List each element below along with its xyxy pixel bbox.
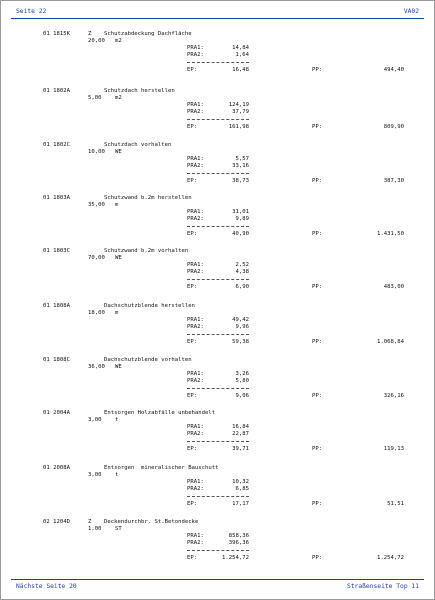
item-qty: 70,00	[88, 255, 105, 261]
item-pra1: 3,26	[235, 371, 249, 377]
position-item	[1, 353, 434, 407]
item-pp: 51,51	[387, 501, 404, 507]
item-pra2: 5,80	[235, 378, 249, 384]
item-pra1: 858,36	[228, 533, 249, 539]
item-pp: 326,16	[383, 393, 404, 399]
item-qty: 3,00	[88, 472, 102, 478]
item-unit: m2	[115, 95, 122, 101]
item-pra2: 6,85	[235, 486, 249, 492]
item-qty: 5,00	[88, 95, 102, 101]
sum-divider	[187, 441, 249, 442]
item-pra1: 124,19	[228, 102, 249, 108]
item-unit: m2	[115, 38, 122, 44]
pra2-label: PRA2:	[187, 486, 204, 492]
item-unit: WE	[115, 149, 122, 155]
item-title: Dachschutzblende vorhalten	[104, 357, 192, 363]
item-oz: 02 1204D	[43, 519, 70, 525]
sum-divider	[187, 388, 249, 389]
item-qty: 18,00	[88, 310, 105, 316]
position-item	[1, 515, 434, 569]
pra1-label: PRA1:	[187, 479, 204, 485]
item-title: Deckendurchbr. St.Betondecke	[104, 519, 199, 525]
pra1-label: PRA1:	[187, 371, 204, 377]
item-title: Schutzwand b.2m herstellen	[104, 195, 192, 201]
item-qty: 36,00	[88, 364, 105, 370]
pp-label: PP:	[312, 67, 323, 73]
item-ep: 59,38	[232, 339, 249, 345]
sum-divider	[187, 550, 249, 551]
pra1-label: PRA1:	[187, 424, 204, 430]
pra2-label: PRA2:	[187, 109, 204, 115]
item-oz: 01 1808A	[43, 303, 70, 309]
pra2-label: PRA2:	[187, 216, 204, 222]
item-title: Schutzwand b.2m vorhalten	[104, 248, 189, 254]
item-title: Dachschutzblende herstellen	[104, 303, 195, 309]
item-pra1: 2,52	[235, 262, 249, 268]
item-pra2: 1,64	[235, 52, 249, 58]
position-item	[1, 138, 434, 192]
item-title: Entsorgen Holzabfälle unbehandelt	[104, 410, 216, 416]
pra2-label: PRA2:	[187, 324, 204, 330]
ep-label: EP:	[187, 446, 198, 452]
pra1-label: PRA1:	[187, 317, 204, 323]
item-pra1: 5,57	[235, 156, 249, 162]
pp-label: PP:	[312, 284, 323, 290]
item-pra2: 4,38	[235, 269, 249, 275]
item-oz: 01 1803A	[43, 195, 70, 201]
item-ep: 161,98	[228, 124, 249, 130]
item-ep: 9,06	[235, 393, 249, 399]
item-ep: 39,71	[232, 446, 249, 452]
ep-label: EP:	[187, 178, 198, 184]
pra2-label: PRA2:	[187, 431, 204, 437]
item-ep: 40,90	[232, 231, 249, 237]
item-pp: 809,90	[383, 124, 404, 130]
position-item	[1, 191, 434, 245]
item-pra2: 9,89	[235, 216, 249, 222]
pra1-label: PRA1:	[187, 156, 204, 162]
item-ep: 38,73	[232, 178, 249, 184]
position-item	[1, 244, 434, 298]
item-oz: 01 2004A	[43, 410, 70, 416]
pra1-label: PRA1:	[187, 209, 204, 215]
item-oz: 01 1815K	[43, 31, 70, 37]
sum-divider	[187, 226, 249, 227]
pra1-label: PRA1:	[187, 102, 204, 108]
item-pra2: 9,96	[235, 324, 249, 330]
pra1-label: PRA1:	[187, 262, 204, 268]
page-header	[11, 7, 424, 19]
item-pra1: 14,84	[232, 45, 249, 51]
section-label: Straßenseite Top 11	[346, 583, 419, 590]
item-pra2: 33,16	[232, 163, 249, 169]
item-qty: 1,00	[88, 526, 102, 532]
item-oz: 01 1803C	[43, 248, 70, 254]
document-code: VA02	[403, 8, 419, 15]
item-flag: Z	[88, 31, 92, 37]
pra1-label: PRA1:	[187, 533, 204, 539]
item-ep: 17,17	[232, 501, 249, 507]
item-pp: 387,30	[383, 178, 404, 184]
item-unit: m	[115, 202, 119, 208]
sum-divider	[187, 173, 249, 174]
item-unit: m	[115, 310, 119, 316]
position-item	[1, 299, 434, 353]
item-qty: 10,00	[88, 149, 105, 155]
item-pp: 1.431,50	[377, 231, 404, 237]
position-item	[1, 84, 434, 138]
item-pra2: 37,79	[232, 109, 249, 115]
pra2-label: PRA2:	[187, 269, 204, 275]
pp-label: PP:	[312, 339, 323, 345]
item-unit: t	[115, 472, 119, 478]
item-pra1: 49,42	[232, 317, 249, 323]
item-pra1: 10,32	[232, 479, 249, 485]
item-oz: 01 2008A	[43, 465, 70, 471]
sum-divider	[187, 279, 249, 280]
item-title: Entsorgen mineralischer Bauschutt	[104, 465, 219, 471]
sum-divider	[187, 334, 249, 335]
pra2-label: PRA2:	[187, 540, 204, 546]
sum-divider	[187, 119, 249, 120]
item-flag: Z	[88, 519, 92, 525]
item-pp: 119,13	[383, 446, 404, 452]
ep-label: EP:	[187, 231, 198, 237]
position-item	[1, 27, 434, 81]
item-pra2: 22,87	[232, 431, 249, 437]
item-pra1: 31,01	[232, 209, 249, 215]
item-qty: 3,00	[88, 417, 102, 423]
item-ep: 16,48	[232, 67, 249, 73]
item-pp: 494,40	[383, 67, 404, 73]
item-unit: t	[115, 417, 119, 423]
item-qty: 20,00	[88, 38, 105, 44]
ep-label: EP:	[187, 67, 198, 73]
item-oz: 01 1802C	[43, 142, 70, 148]
sum-divider	[187, 62, 249, 63]
sum-divider	[187, 496, 249, 497]
pra2-label: PRA2:	[187, 163, 204, 169]
pp-label: PP:	[312, 501, 323, 507]
ep-label: EP:	[187, 124, 198, 130]
item-ep: 1.254,72	[222, 555, 249, 561]
next-page-label: Nächste Seite 20	[16, 583, 77, 590]
pra2-label: PRA2:	[187, 378, 204, 384]
item-pp: 483,00	[383, 284, 404, 290]
item-unit: WE	[115, 364, 122, 370]
item-unit: ST	[115, 526, 122, 532]
item-pp: 1.254,72	[377, 555, 404, 561]
item-pra2: 396,36	[228, 540, 249, 546]
item-unit: WE	[115, 255, 122, 261]
ep-label: EP:	[187, 339, 198, 345]
page-footer	[11, 579, 424, 591]
ep-label: EP:	[187, 284, 198, 290]
item-title: Schutzdach vorhalten	[104, 142, 172, 148]
pp-label: PP:	[312, 231, 323, 237]
item-title: Schutzdach herstellen	[104, 88, 175, 94]
item-oz: 01 1802A	[43, 88, 70, 94]
pp-label: PP:	[312, 446, 323, 452]
pp-label: PP:	[312, 178, 323, 184]
position-item	[1, 406, 434, 460]
ep-label: EP:	[187, 501, 198, 507]
pra1-label: PRA1:	[187, 45, 204, 51]
item-ep: 6,90	[235, 284, 249, 290]
item-qty: 35,00	[88, 202, 105, 208]
item-title: Schutzabdeckung Dachfläche	[104, 31, 192, 37]
ep-label: EP:	[187, 393, 198, 399]
ep-label: EP:	[187, 555, 198, 561]
pp-label: PP:	[312, 555, 323, 561]
pra2-label: PRA2:	[187, 52, 204, 58]
position-item	[1, 461, 434, 515]
item-oz: 01 1808C	[43, 357, 70, 363]
pp-label: PP:	[312, 393, 323, 399]
page-number: Seite 22	[16, 8, 47, 15]
pp-label: PP:	[312, 124, 323, 130]
item-pra1: 16,84	[232, 424, 249, 430]
item-pp: 1.068,84	[377, 339, 404, 345]
